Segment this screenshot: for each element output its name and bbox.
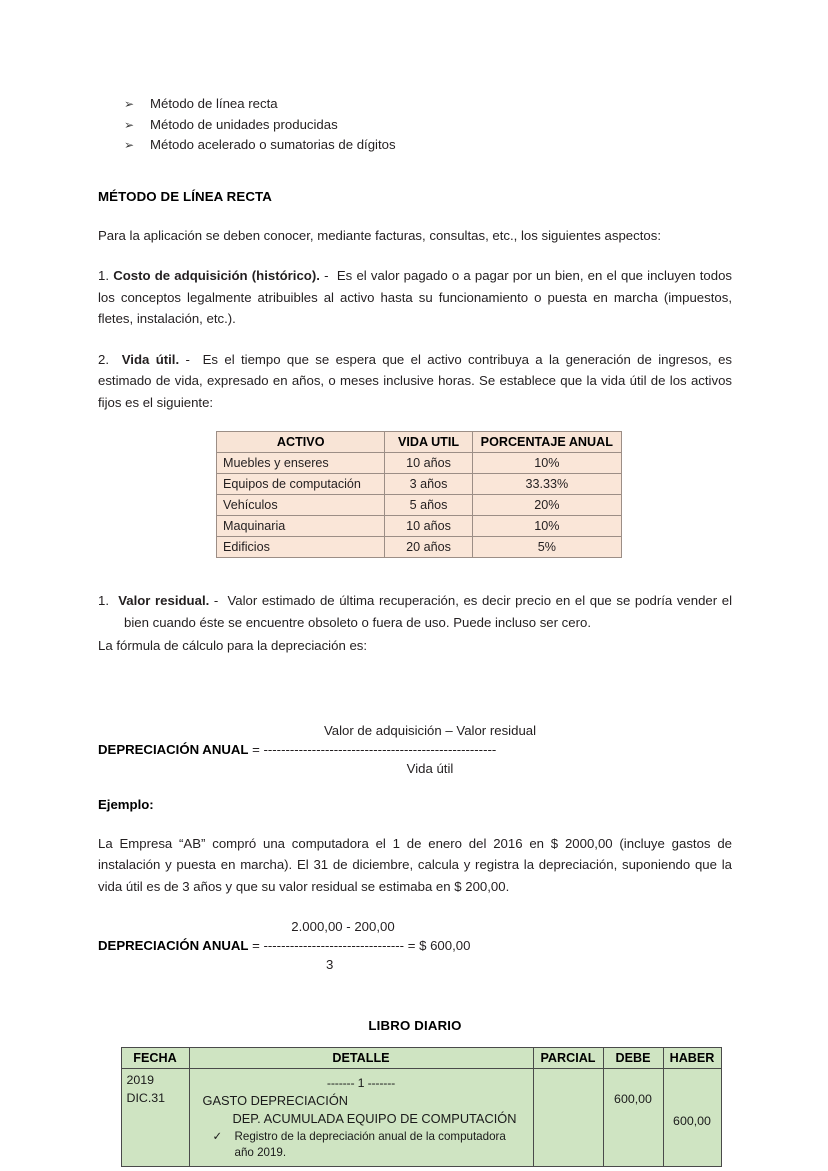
cell-vida-util: 5 años	[385, 495, 472, 516]
cell-activo: Muebles y enseres	[217, 453, 385, 474]
list-item	[98, 135, 732, 156]
cell-vida-util: 10 años	[385, 453, 472, 474]
table-row	[217, 537, 622, 558]
item-valor-residual	[98, 590, 732, 633]
formula-main-line	[98, 740, 732, 759]
list-item	[98, 115, 732, 136]
column-header-debe: DEBE	[603, 1048, 663, 1069]
cell-haber	[663, 1069, 721, 1167]
ejemplo-label: Ejemplo:	[98, 796, 154, 812]
formula-denominator: 3	[326, 957, 334, 972]
haber-amount: 600,00	[673, 1114, 711, 1128]
detalle-note-text: Registro de la depreciación anual de la computadora	[234, 1130, 506, 1143]
cell-porcentaje: 33.33%	[472, 474, 621, 495]
item-costo-adquisicion	[98, 265, 732, 330]
cell-porcentaje: 10%	[472, 516, 621, 537]
arrow-bullet-icon: ➢	[124, 138, 135, 152]
cell-vida-util: 10 años	[385, 516, 472, 537]
column-header-vida-util: VIDA UTIL	[385, 432, 472, 453]
arrow-bullet-icon: ➢	[124, 97, 135, 111]
item-text: Es el tiempo que se espera que el activo contribuya a la generación de ingresos, es estimado de vida, expresado en años, o meses inclusive horas. Se establece que la vida útil de los activos fijos es el siguiente:	[98, 351, 733, 410]
cell-vida-util: 20 años	[385, 537, 472, 558]
table-header-row	[217, 432, 622, 453]
cell-vida-util: 3 años	[385, 474, 472, 495]
activos-table	[216, 431, 622, 558]
libro-diario-title: LIBRO DIARIO	[368, 1018, 462, 1033]
column-header-activo: ACTIVO	[217, 432, 385, 453]
activos-table-wrapper	[98, 431, 732, 558]
arrow-bullet-icon: ➢	[124, 117, 135, 132]
column-header-fecha: FECHA	[121, 1048, 189, 1069]
formula-example	[98, 917, 732, 974]
formula-equals: =	[252, 938, 260, 953]
cell-activo: Maquinaria	[217, 516, 385, 537]
item-term: Valor residual.	[118, 593, 210, 608]
item-dash: -	[213, 593, 219, 608]
formula-equals: =	[252, 741, 260, 757]
cell-parcial	[533, 1069, 603, 1167]
cell-activo: Vehículos	[217, 495, 385, 516]
table-row	[121, 1069, 721, 1167]
debe-amount: 600,00	[614, 1092, 652, 1106]
section-heading: MÉTODO DE LÍNEA RECTA	[98, 188, 272, 204]
table-row	[217, 516, 622, 537]
item-term: Vida útil.	[121, 351, 180, 367]
formula-numerator: 2.000,00 - 200,00	[291, 919, 395, 934]
document-content	[98, 94, 732, 1167]
cell-activo: Equipos de computación	[217, 474, 385, 495]
table-header-row	[121, 1048, 721, 1069]
table-row	[217, 474, 622, 495]
item-dash: -	[324, 268, 329, 283]
formula-result: = $ 600,00	[407, 938, 471, 953]
list-item-label: Método acelerado o sumatorias de dígitos	[150, 137, 396, 152]
column-header-haber: HABER	[663, 1048, 721, 1069]
formula-label: DEPRECIACIÓN ANUAL	[98, 741, 249, 757]
item-number: 1.	[98, 268, 109, 283]
item-vida-util	[98, 349, 732, 414]
detalle-note-line-1	[195, 1128, 528, 1145]
cell-activo: Edificios	[217, 537, 385, 558]
item-text: Valor estimado de última recuperación, es decir precio en el que se podría vender el bien cuando éste se encuentre obsoleto o fuera de uso. Puede incluso ser cero.	[124, 593, 733, 630]
cell-porcentaje: 5%	[472, 537, 621, 558]
item-text: Es el valor pagado o a pagar por un bien, en el que incluyen todos los conceptos legalmente atribuibles al activo hasta su funcionamiento o puesta en marcha (impuestos, fletes, instalación, etc.).	[98, 268, 732, 326]
fecha-day: DIC.31	[126, 1091, 166, 1105]
formula-denominator: Vida útil	[406, 760, 454, 776]
libro-diario-table-wrapper	[98, 1047, 732, 1167]
libro-diario-table	[121, 1047, 722, 1167]
column-header-detalle: DETALLE	[189, 1048, 533, 1069]
cell-porcentaje: 20%	[472, 495, 621, 516]
column-header-parcial: PARCIAL	[533, 1048, 603, 1069]
detalle-credit-account: DEP. ACUMULADA EQUIPO DE COMPUTACIÓN	[232, 1111, 517, 1126]
formula-rule: --------------------------------	[263, 938, 405, 953]
formula-numerator: Valor de adquisición – Valor residual	[323, 722, 537, 738]
item-dash: -	[185, 351, 190, 367]
item-number: 2.	[98, 351, 109, 367]
check-icon: ✓	[212, 1131, 223, 1143]
cell-fecha	[121, 1069, 189, 1167]
spacer	[98, 657, 732, 699]
cell-debe	[603, 1069, 663, 1167]
detalle-entry-separator: ------- 1 -------	[326, 1076, 396, 1090]
fecha-year: 2019	[126, 1073, 155, 1087]
list-item-label: Método de línea recta	[150, 96, 278, 111]
table-row	[217, 495, 622, 516]
formula-lead-text: La fórmula de cálculo para la depreciación es:	[98, 638, 368, 653]
list-item-label: Método de unidades producidas	[150, 116, 338, 132]
cell-porcentaje: 10%	[472, 453, 621, 474]
formula-rule: -----------------------------------------------------	[263, 741, 497, 757]
detalle-note-line-2: año 2019.	[234, 1146, 287, 1159]
methods-list	[98, 94, 732, 156]
ejemplo-paragraph: La Empresa “AB” compró una computadora el 1 de enero del 2016 en $ 2000,00 (incluye gastos de instalación y puesta en marcha). El 31 de diciembre, calcula y registra la depreciación, suponiendo que la vida útil es de 3 años y que su valor residual se estimaba en $ 200,00.	[98, 835, 732, 894]
intro-paragraph: Para la aplicación se deben conocer, mediante facturas, consultas, etc., los siguientes aspectos:	[98, 227, 661, 243]
cell-detalle	[189, 1069, 533, 1167]
formula-label: DEPRECIACIÓN ANUAL	[98, 938, 249, 953]
formula-general	[98, 721, 732, 778]
item-term: Costo de adquisición (histórico).	[113, 268, 320, 283]
formula-main-line	[98, 936, 732, 955]
list-item	[98, 94, 732, 115]
column-header-porcentaje-anual: PORCENTAJE ANUAL	[472, 432, 621, 453]
item-number: 1.	[98, 593, 109, 608]
table-row	[217, 453, 622, 474]
detalle-debit-account: GASTO DEPRECIACIÓN	[202, 1093, 349, 1108]
